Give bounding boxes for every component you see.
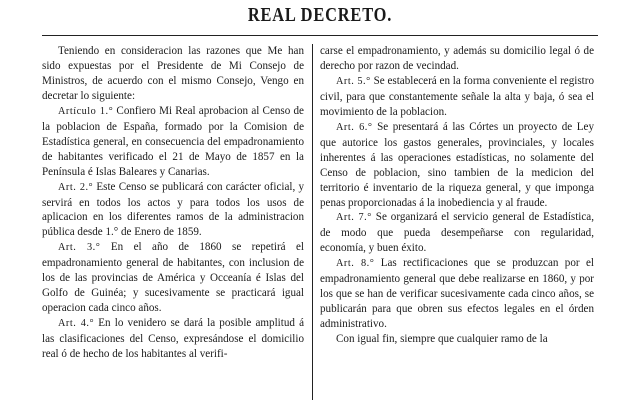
article-label: Art. 3.° xyxy=(58,242,101,254)
article-label: Art. 8.° xyxy=(336,258,375,270)
paragraph-text: Este Censo se publicará con carácter oficial, y servirá en todos los actos y para todos los usos de aplicacion en los diferentes ramos de la administracion pública desde 1.° de Enero de 1859. xyxy=(42,180,304,239)
paragraph xyxy=(42,180,304,241)
article-label: Art. 2.° xyxy=(58,181,94,193)
paragraph xyxy=(320,120,594,211)
article-label: Artículo 1.° xyxy=(58,105,114,117)
document-title: REAL DECRETO. xyxy=(247,4,393,26)
paragraph xyxy=(320,44,594,74)
paragraph xyxy=(42,316,304,362)
left-column xyxy=(42,44,304,362)
paragraph-text: En el año de 1860 se repetirá el empadronamiento general de habitantes, con inclusion de los de las provincias de América y Occeanía é Islas del Golfo de Guinéa; y sucesivamente se practicará igual operacion cada cinco años. xyxy=(42,241,304,315)
paragraph-text: Teniendo en consideracion las razones que Me han sido expuestas por el Presidente de Mi Consejo de Ministros, de acuerdo con el mismo Consejo, Vengo en decretar lo siguiente: xyxy=(42,45,304,102)
paragraph xyxy=(42,104,304,180)
column-divider xyxy=(312,44,313,400)
paragraph xyxy=(320,332,594,347)
paragraph-text: Confiero Mi Real aprobacion al Censo de la poblacion de España, formado por la Comision de Estadística general, en consecuencia del empadronamiento de habitantes verificado el 21 de Mayo de 1857 en la Península é Islas Baleares y Canarias. xyxy=(42,104,304,178)
article-label: Art. 5.° xyxy=(336,75,371,87)
article-label: Art. 7.° xyxy=(336,212,372,224)
paragraph-text: Se establecerá en la forma conveniente el registro civil, para que constantemente señale la alta y baja, ó sea el movimiento de la poblacion. xyxy=(320,74,594,118)
article-label: Art. 6.° xyxy=(336,121,373,133)
paragraph xyxy=(42,240,304,316)
paragraph-text: Las rectificaciones que se produzcan por el empadronamiento general que debe realizarse en 1860, y por los que se han de verificar sucesivamente cada cinco años, se publicarán para que obren sus efectos legales en el órden administrativo. xyxy=(320,257,594,331)
title-rule xyxy=(42,35,598,36)
paragraph-text: carse el empadronamiento, y además su domicilio legal ó de derecho por razon de vecindad. xyxy=(320,45,594,72)
paragraph xyxy=(320,74,594,120)
paragraph xyxy=(42,44,304,104)
paragraph-text: Se organizará el servicio general de Estadística, de modo que pueda desempeñarse con regularidad, economía, y buen éxito. xyxy=(320,211,594,255)
paragraph-text: En lo venidero se dará la posible amplitud á las clasificaciones del Censo, expresándose el domicilio real ó de hecho de los habitantes al verifi- xyxy=(42,317,304,361)
right-column xyxy=(320,44,594,347)
paragraph xyxy=(320,210,594,256)
article-label: Art. 4.° xyxy=(58,318,95,330)
paragraph-text: Se presentará á las Córtes un proyecto de Ley que autorice los gastos generales, provinciales, y locales inherentes á las operaciones estadísticas, no solamente del Censo de poblacion, sino tambien de la medicion del territorio é inventario de la riqueza general, y que imponga penas proporcionadas á la inobediencia y al fraude. xyxy=(320,120,594,209)
paragraph xyxy=(320,256,594,332)
paragraph-text: Con igual fin, siempre que cualquier ramo de la xyxy=(336,333,548,346)
